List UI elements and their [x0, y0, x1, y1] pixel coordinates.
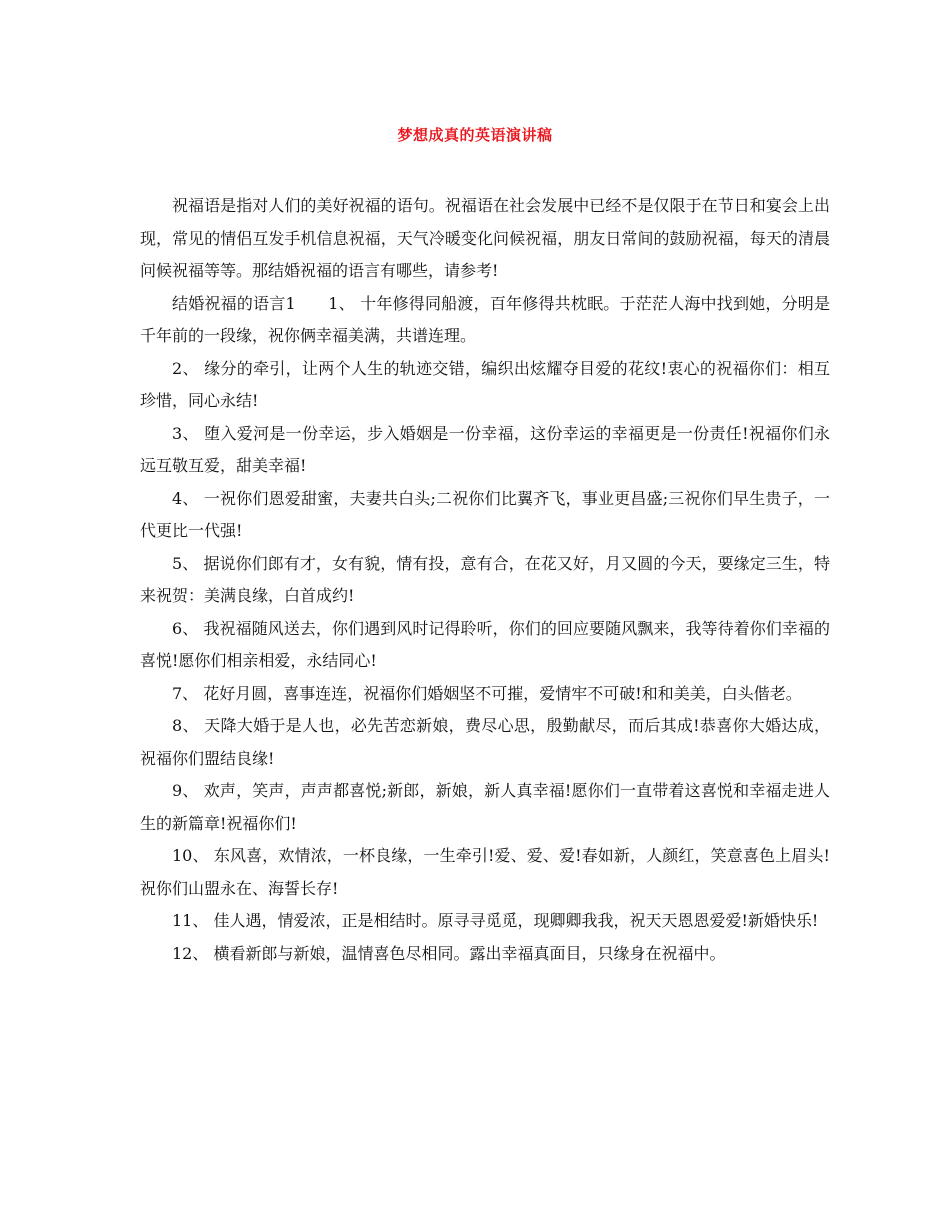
paragraph-blessing-4: 4、 一祝你们恩爱甜蜜，夫妻共白头;二祝你们比翼齐飞，事业更昌盛;三祝你们早生贵子，一代更比一代强! [140, 488, 830, 540]
document-title: 梦想成真的英语演讲稿 [397, 126, 553, 144]
paragraph-intro: 祝福语是指对人们的美好祝福的语句。祝福语在社会发展中已经不是仅限于在节日和宴会上出现，常见的情侣互发手机信息祝福，天气冷暖变化问候祝福，朋友日常间的鼓励祝福，每天的清晨问候祝福等等。那结婚祝福的语言有哪些，请参考! [140, 196, 830, 280]
paragraph-blessing-7: 7、 花好月圆，喜事连连，祝福你们婚姻坚不可摧，爱情牢不可破!和和美美，白头偕老。 [172, 683, 802, 703]
document-body [140, 190, 830, 970]
paragraph-blessing-5: 5、 据说你们郎有才，女有貌，情有投，意有合，在花又好，月又圆的今天，要缘定三生，特来祝贺：美满良缘，白首成约! [140, 553, 830, 605]
paragraph-blessing-1: 结婚祝福的语言1 1、 十年修得同船渡，百年修得共枕眠。于茫茫人海中找到她，分明是千年前的一段缘，祝你俩幸福美满，共谱连理。 [140, 293, 830, 345]
paragraph-blessing-8: 8、 天降大婚于是人也，必先苦恋新娘，费尽心思，殷勤献尽，而后其成!恭喜你大婚达成，祝福你们盟结良缘! [140, 716, 830, 768]
paragraph-blessing-6: 6、 我祝福随风送去，你们遇到风时记得聆听，你们的回应要随风飘来，我等待着你们幸福的喜悦!愿你们相亲相爱，永结同心! [140, 618, 830, 670]
paragraph-blessing-11: 11、 佳人遇，情爱浓，正是相结时。原寻寻觅觅，现卿卿我我，祝天天恩恩爱爱!新婚快乐! [172, 911, 819, 930]
paragraph-blessing-3: 3、 堕入爱河是一份幸运，步入婚姻是一份幸福，这份幸运的幸福更是一份责任!祝福你们永远互敬互爱，甜美幸福! [140, 423, 830, 475]
paragraph-blessing-9: 9、 欢声，笑声，声声都喜悦;新郎，新娘，新人真幸福!愿你们一直带着这喜悦和幸福走进人生的新篇章!祝福你们! [140, 781, 830, 833]
paragraph-blessing-10: 10、 东风喜，欢情浓，一杯良缘，一生牵引!爱、爱、爱!春如新，人颜红，笑意喜色上眉头!祝你们山盟永在、海誓长存! [140, 846, 830, 898]
paragraph-blessing-12: 12、 横看新郎与新娘，温情喜色尽相同。露出幸福真面目，只缘身在祝福中。 [172, 943, 726, 963]
paragraph-blessing-2: 2、 缘分的牵引，让两个人生的轨迹交错，编织出炫耀夺目爱的花纹!衷心的祝福你们：相互珍惜，同心永结! [140, 358, 830, 410]
